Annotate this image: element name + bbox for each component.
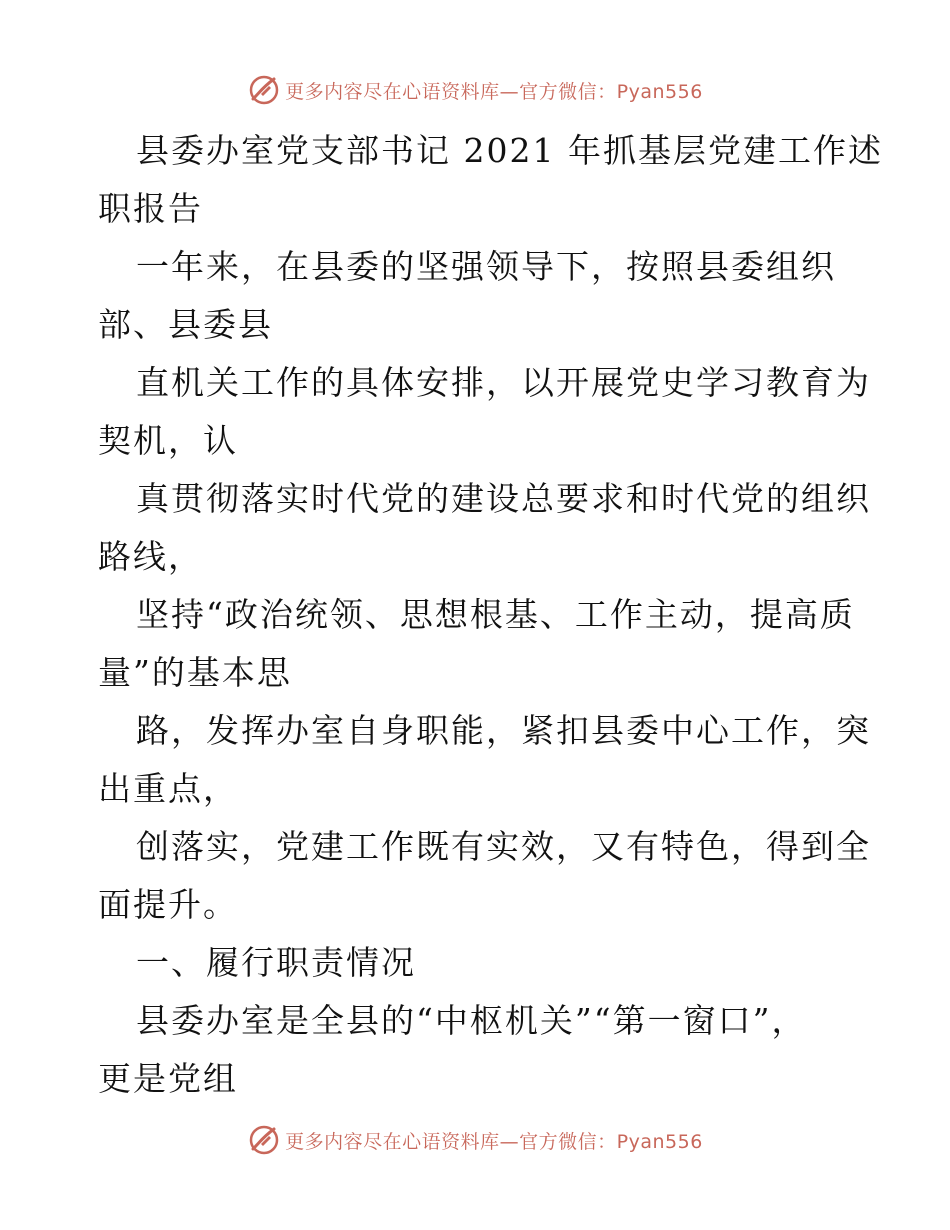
watermark-footer — [0, 1122, 950, 1158]
text-line: 更是党组 — [98, 1059, 238, 1098]
text-line: 路，发挥办室自身职能，紧扣县委中心工作，突 — [136, 711, 871, 750]
watermark-text: 更多内容尽在心语资料库—官方微信：Pyan556 — [285, 1130, 703, 1153]
text-line: 契机，认 — [98, 421, 238, 460]
text-line: 职报告 — [98, 189, 203, 228]
watermark-header — [0, 72, 950, 108]
text-line: 量”的基本思 — [98, 653, 292, 692]
text-line: 创落实，党建工作既有实效，又有特色，得到全 — [136, 827, 871, 866]
text-line: 部、县委县 — [98, 305, 273, 344]
text-line: 面提升。 — [98, 885, 238, 924]
pen-logo-icon — [247, 1123, 281, 1157]
text-line: 出重点， — [98, 769, 238, 808]
watermark-text: 更多内容尽在心语资料库—官方微信：Pyan556 — [285, 80, 703, 103]
text-line: 直机关工作的具体安排，以开展党史学习教育为 — [136, 363, 871, 402]
pen-logo-icon — [247, 73, 281, 107]
text-line: 坚持“政治统领、思想根基、工作主动，提高质 — [136, 595, 855, 634]
text-line: 一、履行职责情况 — [136, 943, 416, 982]
text-line: 真贯彻落实时代党的建设总要求和时代党的组织 — [136, 479, 871, 518]
text-line: 路线， — [98, 537, 203, 576]
text-line: 县委办室党支部书记 2021 年抓基层党建工作述 — [136, 131, 883, 170]
text-line: 县委办室是全县的“中枢机关”“第一窗口”， — [136, 1001, 807, 1040]
document-body — [98, 122, 883, 1108]
text-line: 一年来，在县委的坚强领导下，按照县委组织 — [136, 247, 836, 286]
